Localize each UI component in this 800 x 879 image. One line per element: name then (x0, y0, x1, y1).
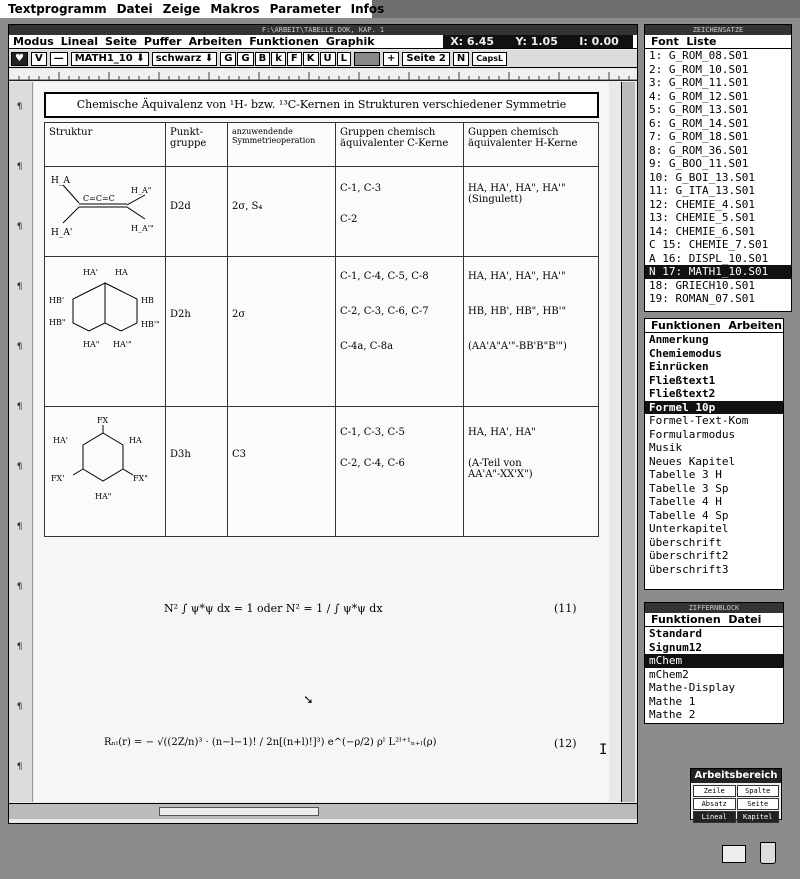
global-menu-item[interactable]: Textprogramm (8, 2, 107, 16)
operation-cell: 2σ, S₄ (228, 167, 336, 257)
equation-11-number: (11) (554, 602, 577, 615)
font-list (645, 49, 791, 306)
list-item[interactable]: überschrift3 (649, 562, 729, 576)
format-panel (644, 318, 784, 590)
c-kerne-cell (336, 167, 464, 257)
vertical-scrollbar[interactable] (621, 82, 635, 802)
trifluorobenzene-structure-drawing (49, 411, 159, 515)
window-menu-item[interactable]: Puffer (143, 35, 182, 48)
list-item[interactable]: Einrücken (649, 360, 709, 373)
list-item[interactable]: überschrift2 (649, 549, 729, 562)
h-group: HA, HA', HA", HA'" (468, 271, 566, 282)
plus-button[interactable]: + (383, 52, 399, 66)
font-value: MATH1_10 (74, 52, 133, 64)
list-item[interactable]: Tabelle 4 Sp (649, 508, 729, 522)
punktgruppe-cell: D3h (166, 407, 228, 537)
structure-naphthalene (45, 257, 166, 407)
header-punktgruppe: Punkt- gruppe (166, 123, 228, 167)
atom-label: HA (115, 268, 128, 277)
page-button[interactable]: Seite 2 (402, 52, 449, 66)
keypad-list (645, 627, 783, 722)
list-item[interactable]: Tabelle 4 H (649, 495, 722, 508)
equation-12-number: (12) (554, 737, 577, 750)
c-kerne-cell (336, 257, 464, 407)
keypad-panel-title: ZIFFERNBLOCK (645, 603, 783, 613)
list-item[interactable]: Standard (649, 627, 702, 640)
c-group: C-2, C-4, C-6 (340, 458, 405, 469)
equivalence-table (44, 122, 599, 537)
keypad-panel (644, 602, 784, 724)
paragraph-marker: ¶ (17, 702, 23, 712)
list-item[interactable]: Neues Kapitel (649, 454, 736, 468)
window-menu-item[interactable]: Funktionen (249, 35, 319, 48)
c-kerne-cell (336, 407, 464, 537)
structure-trifluorobenzene (45, 407, 166, 537)
c-group: C-1, C-3 (340, 183, 382, 194)
n-button[interactable]: N (453, 52, 469, 66)
list-item[interactable]: Fließtext1 (649, 373, 716, 387)
atom-label: HB' (49, 296, 65, 305)
equation-12: Rₙₗ(r) = − √((2Z/n)³ · (n−l−1)! / 2n[(n+l)!]³) e^(−ρ/2) ρˡ L²ˡ⁺¹ₙ₊ₗ(ρ) (104, 737, 437, 748)
list-item[interactable]: 19: ROMAN_07.S01 (649, 292, 755, 305)
atom-label: H_A" (131, 186, 152, 195)
list-item[interactable]: 4: G_ROM_12.S01 (649, 89, 749, 103)
style-button[interactable]: K (303, 52, 319, 66)
operation-cell: C3 (228, 407, 336, 537)
font-panel-title: ZEICHENSATZE (645, 25, 791, 35)
menu-arbeiten[interactable]: Arbeiten (728, 319, 782, 332)
paragraph-marker: ¶ (17, 342, 23, 352)
list-item[interactable]: 5: G_ROM_13.S01 (649, 103, 749, 116)
list-item[interactable]: mChem2 (649, 667, 689, 681)
table-caption: Chemische Äquivalenz von ¹H- bzw. ¹³C-Kernen in Strukturen verschiedener Symmetrie (44, 92, 599, 118)
list-item[interactable]: 7: G_ROM_18.S01 (649, 130, 749, 143)
window-title: F:\ARBEIT\TABELLE.DOK, KAP. 1 (9, 25, 637, 35)
workspace-title: Arbeitsbereich (691, 769, 781, 783)
paragraph-marker: ¶ (17, 222, 23, 232)
style-button[interactable]: B (255, 52, 271, 66)
list-item[interactable]: 6: G_ROM_14.S01 (649, 116, 749, 130)
atom-label: H_A (51, 176, 70, 186)
allene-structure-drawing (49, 171, 159, 247)
arrow-down-icon: ⬇ (136, 52, 145, 64)
structure-allene (45, 167, 166, 257)
global-menu-item[interactable]: Infos (350, 2, 385, 16)
atom-label: H_A'" (131, 224, 154, 233)
atom-label: H_A' (51, 228, 73, 238)
list-item[interactable]: Unterkapitel (649, 522, 729, 535)
naphthalene-structure-drawing (49, 261, 161, 371)
horizontal-scroll-thumb[interactable] (159, 807, 319, 816)
color-value: schwarz (155, 52, 202, 64)
editor-window (8, 24, 638, 824)
atom-label: HA" (95, 492, 112, 501)
dash-button[interactable]: — (50, 52, 68, 66)
list-item[interactable]: mChem (645, 654, 783, 668)
format-list (645, 333, 783, 576)
style-button[interactable]: k (271, 52, 286, 66)
header-c-kerne: Gruppen chemisch äquivalenter C-Kerne (336, 123, 464, 167)
mouse-pointer-icon: ➘ (304, 692, 313, 708)
list-item[interactable]: 10: G_BOI_13.S01 (649, 170, 755, 184)
list-item[interactable]: 18: GRIECH10.S01 (649, 278, 755, 292)
menu-font[interactable]: Font (651, 35, 679, 48)
menu-funktionen[interactable]: Funktionen (651, 613, 721, 626)
c-group: C-1, C-3, C-5 (340, 427, 405, 438)
atom-label: FX' (51, 474, 65, 483)
menu-funktionen[interactable]: Funktionen (651, 319, 721, 332)
horizontal-scrollbar[interactable] (9, 803, 637, 819)
header-struktur: Struktur (45, 123, 166, 167)
list-item[interactable]: Mathe 1 (649, 694, 696, 708)
document-page[interactable] (34, 82, 609, 802)
c-group: C-4a, C-8a (340, 341, 394, 352)
global-menu (0, 0, 385, 18)
c-group: C-2 (340, 214, 358, 225)
style-button[interactable]: L (337, 52, 351, 66)
list-item[interactable]: 2: G_ROM_10.S01 (649, 62, 749, 76)
left-margin-gutter (9, 82, 33, 802)
atom-label: HA" (83, 340, 100, 349)
atom-label: HA' (83, 268, 98, 277)
list-item[interactable]: überschrift (649, 535, 722, 549)
h-group: (AA'A"A'"-BB'B"B'") (468, 341, 567, 352)
paragraph-marker: ¶ (17, 282, 23, 292)
paragraph-marker: ¶ (17, 642, 23, 652)
h-group: HA, HA', HA", HA'" (468, 183, 566, 194)
atom-label: FX" (133, 474, 148, 483)
atom-label: FX (97, 416, 109, 425)
global-menu-item[interactable]: Makros (210, 2, 260, 16)
window-menu-item[interactable]: Graphik (325, 35, 375, 48)
atom-label: HB (141, 296, 154, 305)
h-group-note: (Singulett) (468, 194, 523, 205)
keypad-panel-menu (645, 613, 783, 627)
format-panel-menu (645, 319, 783, 333)
ruler[interactable] (9, 69, 637, 81)
window-menu-item[interactable]: Arbeiten (188, 35, 243, 48)
ruler-ticks (9, 69, 637, 81)
h-kerne-cell (464, 407, 599, 537)
list-item[interactable]: 13: CHEMIE_5.S01 (649, 211, 755, 224)
list-item[interactable]: 14: CHEMIE_6.S01 (649, 224, 755, 238)
font-select[interactable] (71, 52, 149, 66)
chain-label: C=C=C (83, 194, 115, 203)
workspace-button[interactable]: Kapitel (737, 811, 780, 823)
arrow-down-icon: ⬇ (204, 52, 214, 64)
style-button[interactable]: F (287, 52, 302, 66)
window-menu-bar (9, 35, 637, 49)
coord-y: Y: 1.05 (515, 35, 558, 48)
table-row (45, 257, 599, 407)
heart-icon[interactable]: ♥ (11, 52, 28, 66)
table-row (45, 407, 599, 537)
list-item[interactable]: 3: G_ROM_11.S01 (649, 76, 749, 89)
punktgruppe-cell: D2h (166, 257, 228, 407)
paragraph-marker: ¶ (17, 402, 23, 412)
list-item[interactable]: C 15: CHEMIE_7.S01 (649, 238, 769, 251)
global-menu-bar (0, 0, 800, 18)
workspace-button[interactable]: Spalte (737, 785, 780, 797)
list-item[interactable]: Signum12 (649, 640, 702, 654)
list-item[interactable]: A 16: DISPL_10.S01 (649, 251, 769, 265)
h-group-note: (A-Teil von (468, 458, 522, 469)
menu-datei[interactable]: Datei (728, 613, 762, 626)
paragraph-marker: ¶ (17, 462, 23, 472)
list-item[interactable]: 9: G_BOO_11.S01 (649, 157, 749, 170)
style-button[interactable]: U (320, 52, 336, 66)
header-h-kerne: Guppen chemisch äquivalenter H-Kerne (464, 123, 599, 167)
atom-label: HA (129, 436, 142, 445)
c-group: C-2, C-3, C-6, C-7 (340, 306, 429, 317)
style-button[interactable]: G (220, 52, 236, 66)
table-header-row (45, 123, 599, 167)
operation-cell: 2σ (228, 257, 336, 407)
global-menu-item[interactable]: Parameter (269, 2, 341, 16)
style-button[interactable]: G (237, 52, 253, 66)
global-menu-item[interactable]: Zeige (162, 2, 201, 16)
font-list-panel (644, 24, 792, 312)
list-item[interactable]: Musik (649, 441, 683, 454)
window-menu-item[interactable]: Seite (105, 35, 137, 48)
punktgruppe-cell: D2d (166, 167, 228, 257)
h-kerne-cell (464, 257, 599, 407)
menu-liste[interactable]: Liste (686, 35, 717, 48)
atom-label: HA' (53, 436, 68, 445)
atom-label: HA'" (113, 340, 132, 349)
list-item[interactable]: 12: CHEMIE_4.S01 (649, 197, 755, 211)
list-item[interactable]: Mathe 2 (649, 708, 696, 721)
workspace-button[interactable]: Zeile (693, 785, 736, 797)
c-group: C-1, C-4, C-5, C-8 (340, 271, 429, 282)
list-item[interactable]: Chemiemodus (649, 346, 722, 360)
paragraph-marker: ¶ (17, 762, 23, 772)
v-button[interactable]: V (31, 52, 47, 66)
atom-label: HB" (49, 318, 66, 327)
paragraph-marker: ¶ (17, 582, 23, 592)
cursor-coordinates (443, 35, 633, 48)
color-select[interactable] (152, 52, 218, 66)
table-row (45, 167, 599, 257)
paragraph-marker: ¶ (17, 102, 23, 112)
list-item[interactable]: 8: G_ROM_36.S01 (649, 143, 749, 157)
h-group: HA, HA', HA" (468, 427, 536, 438)
list-item[interactable]: Anmerkung (649, 333, 709, 346)
equation-11: N² ∫ ψ*ψ dx = 1 oder N² = 1 / ∫ ψ*ψ dx (164, 602, 383, 615)
list-item[interactable]: N 17: MATH1_10.S01 (645, 265, 791, 279)
list-item[interactable]: Mathe-Display (649, 681, 736, 694)
paragraph-marker: ¶ (17, 522, 23, 532)
coord-i: I: 0.00 (579, 35, 619, 48)
list-item[interactable]: 11: G_ITA_13.S01 (649, 184, 755, 197)
font-panel-menu (645, 35, 791, 49)
folder-icon[interactable] (722, 845, 746, 863)
paragraph-marker: ¶ (17, 162, 23, 172)
list-item[interactable]: Tabelle 3 H (649, 468, 722, 481)
global-menu-item[interactable]: Datei (116, 2, 153, 16)
list-item[interactable]: 1: G_ROM_08.S01 (649, 49, 749, 62)
h-group-note: AA'A"-XX'X") (468, 469, 533, 480)
format-toolbar (9, 50, 637, 68)
list-item[interactable]: Tabelle 3 Sp (649, 481, 729, 495)
text-cursor-icon: I (599, 742, 608, 758)
workspace-buttons (691, 783, 781, 825)
color-swatch[interactable] (354, 52, 380, 66)
workspace-button[interactable]: Seite (737, 798, 780, 810)
header-operation: anzuwendende Symmetrieoperation (228, 123, 336, 167)
window-menu-item[interactable]: Lineal (60, 35, 99, 48)
h-group: HB, HB', HB", HB'" (468, 306, 567, 317)
workspace-button[interactable]: Lineal (693, 811, 736, 823)
atom-label: HB'" (141, 320, 160, 329)
list-item[interactable]: Formel 10p (645, 401, 783, 415)
list-item[interactable]: Formel-Text-Kom (649, 414, 749, 427)
list-item[interactable]: Fließtext2 (649, 387, 716, 400)
capslock-indicator: CapsL (472, 52, 507, 66)
window-menu-item[interactable]: Modus (13, 35, 54, 48)
workspace-button[interactable]: Absatz (693, 798, 736, 810)
trash-icon[interactable] (760, 842, 776, 864)
h-kerne-cell (464, 167, 599, 257)
coord-x: X: 6.45 (450, 35, 495, 48)
list-item[interactable]: Formularmodus (649, 427, 736, 441)
workspace-panel (690, 768, 782, 820)
